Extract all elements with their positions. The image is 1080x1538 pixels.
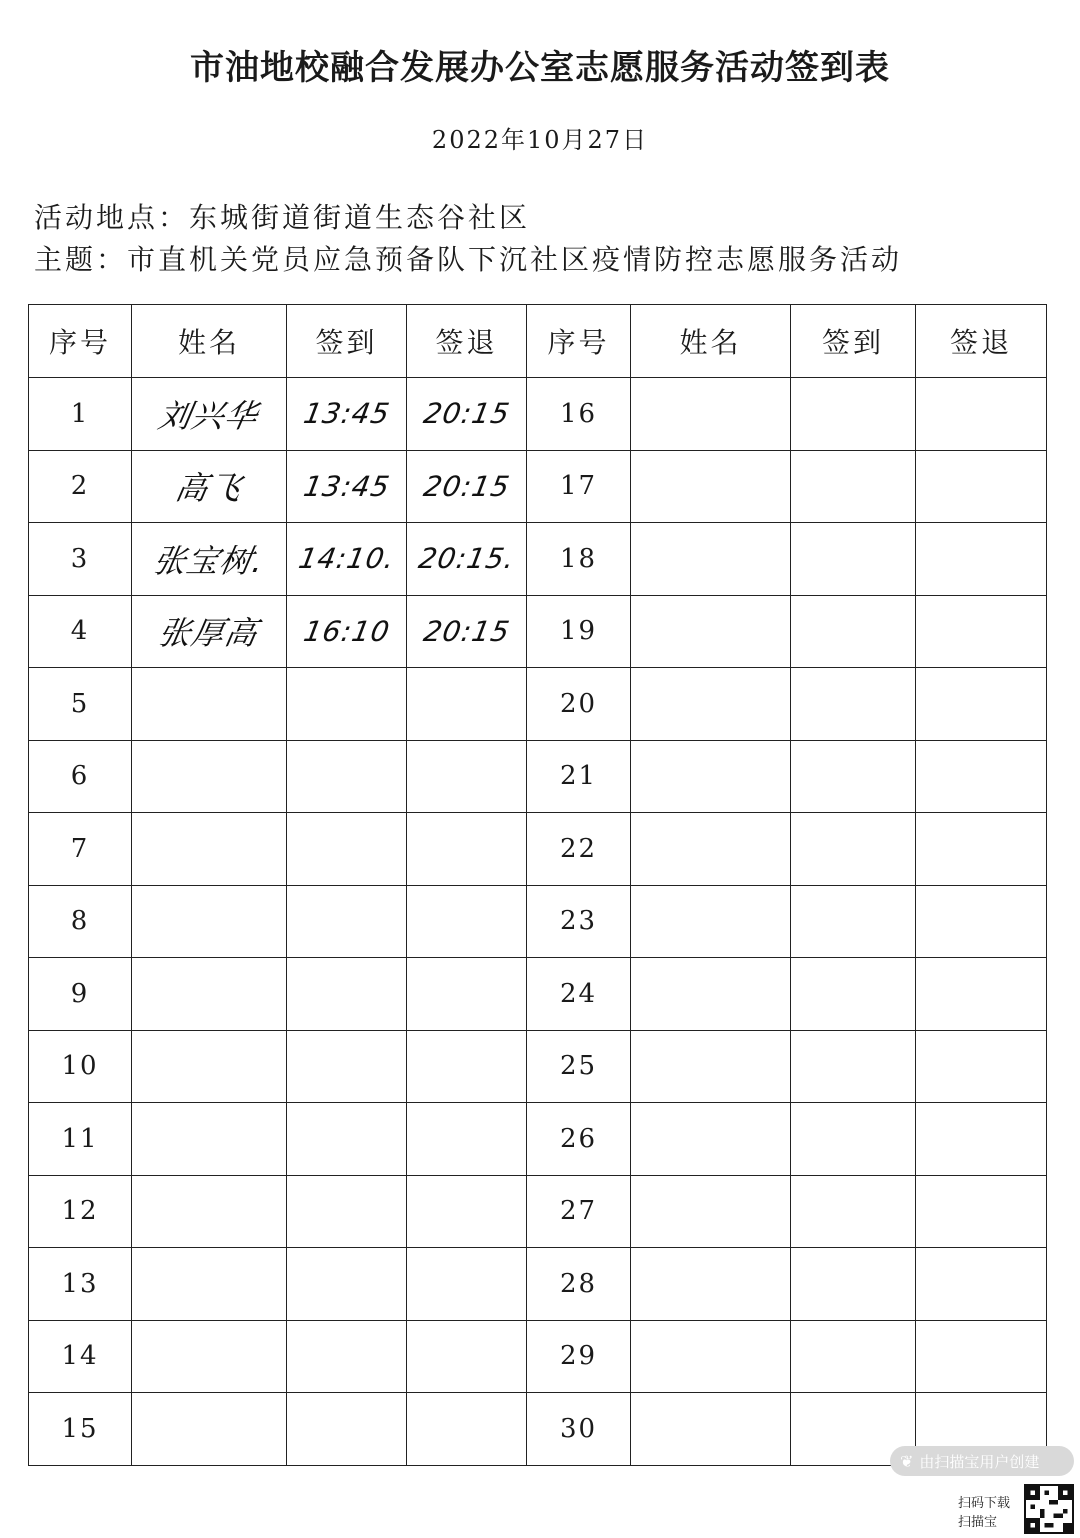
signout-cell-right [916,1175,1047,1248]
name-cell-left [132,1103,287,1176]
signout-cell-left [407,958,527,1031]
watermark-text: 由扫描宝用户创建 [919,1452,1040,1471]
table-row [29,595,1047,668]
signin-cell-left [287,1175,407,1248]
row-number-right: 28 [527,1248,631,1321]
name-cell-right [631,885,791,958]
signin-cell-left [287,1393,407,1466]
row-number-right: 22 [527,813,631,886]
name-cell-right [631,1248,791,1321]
table-row [29,1320,1047,1393]
signin-cell-right [791,1248,916,1321]
name-cell-left [132,885,287,958]
signin-cell-left [287,813,407,886]
signin-cell-right [791,885,916,958]
name-cell-left [132,450,287,523]
name-cell-left [132,1175,287,1248]
signout-cell-left [407,595,527,668]
signout-cell-right [916,450,1047,523]
signin-cell-left [287,378,407,451]
signout-cell-left [407,885,527,958]
name-cell-right [631,740,791,813]
signout-cell-left [407,1248,527,1321]
signin-cell-left [287,595,407,668]
signout-cell-right [916,668,1047,741]
signin-cell-right [791,378,916,451]
location-label: 活动地点： [34,201,190,234]
signin-cell-right [791,1030,916,1103]
watermark-badge [890,1446,1074,1476]
signout-cell-right [916,595,1047,668]
row-number-right: 20 [527,668,631,741]
name-cell-left-text: 张宝树. [150,541,268,580]
signout-cell-right [916,885,1047,958]
name-cell-right [631,523,791,596]
signout-cell-left [407,668,527,741]
name-cell-left [132,378,287,451]
name-cell-right [631,1030,791,1103]
name-cell-left [132,740,287,813]
header-signout-right: 签退 [916,305,1047,378]
signin-cell-right [791,1175,916,1248]
table-row [29,378,1047,451]
signout-cell-left [407,1393,527,1466]
name-cell-right [631,958,791,1031]
row-number-left: 3 [29,523,132,596]
qr-caption-line2: 扫描宝 [958,1515,998,1530]
signout-cell-left [407,523,527,596]
signin-cell-right [791,1103,916,1176]
row-number-left: 8 [29,885,132,958]
qr-caption [958,1494,1010,1532]
name-cell-left [132,668,287,741]
name-cell-right [631,1393,791,1466]
row-number-right: 24 [527,958,631,1031]
row-number-left: 11 [29,1103,132,1176]
row-number-left: 15 [29,1393,132,1466]
row-number-right: 25 [527,1030,631,1103]
row-number-left: 6 [29,740,132,813]
name-cell-left-text: 张厚高 [155,614,262,653]
header-no-left: 序号 [29,305,132,378]
signin-cell-right [791,813,916,886]
signin-cell-left [287,1103,407,1176]
header-signout-left: 签退 [407,305,527,378]
signout-cell-right [916,958,1047,1031]
signin-cell-right [791,523,916,596]
signin-cell-left-text: 16:10 [300,614,393,648]
signout-cell-right [916,1248,1047,1321]
signin-cell-left [287,740,407,813]
header-signin-left: 签到 [287,305,407,378]
row-number-right: 19 [527,595,631,668]
name-cell-left [132,523,287,596]
topic-line [34,238,902,278]
row-number-left: 12 [29,1175,132,1248]
header-name-right: 姓名 [631,305,791,378]
signout-cell-left [407,450,527,523]
location-line [34,196,530,236]
header-signin-right: 签到 [791,305,916,378]
table-row [29,523,1047,596]
table-row [29,813,1047,886]
signin-cell-left [287,668,407,741]
name-cell-right [631,1320,791,1393]
signin-cell-right [791,740,916,813]
table-row [29,450,1047,523]
name-cell-left [132,813,287,886]
signout-cell-right [916,378,1047,451]
signout-cell-left [407,378,527,451]
row-number-left: 4 [29,595,132,668]
signin-cell-left [287,1248,407,1321]
topic-label: 主题： [34,243,128,276]
row-number-right: 16 [527,378,631,451]
name-cell-left [132,958,287,1031]
signin-cell-left-text: 13:45 [300,469,393,503]
row-number-left: 9 [29,958,132,1031]
signin-cell-right [791,595,916,668]
table-row [29,668,1047,741]
signin-cell-left [287,958,407,1031]
signin-cell-right [791,958,916,1031]
butterfly-icon: ❦ [900,1451,914,1471]
row-number-right: 17 [527,450,631,523]
signout-cell-right [916,1030,1047,1103]
row-number-right: 26 [527,1103,631,1176]
row-number-right: 30 [527,1393,631,1466]
name-cell-left [132,1320,287,1393]
qr-caption-line1: 扫码下载 [958,1496,1011,1511]
name-cell-left [132,1248,287,1321]
signin-cell-left [287,885,407,958]
signout-cell-left [407,813,527,886]
name-cell-left-text: 高飞 [172,469,245,508]
signout-cell-left [407,740,527,813]
signin-cell-left [287,450,407,523]
row-number-left: 14 [29,1320,132,1393]
name-cell-right [631,813,791,886]
table-row [29,1103,1047,1176]
qr-code-icon[interactable] [1024,1484,1074,1534]
signout-cell-left [407,1030,527,1103]
table-row [29,885,1047,958]
topic-value: 市直机关党员应急预备队下沉社区疫情防控志愿服务活动 [127,243,903,276]
row-number-right: 23 [527,885,631,958]
row-number-left: 5 [29,668,132,741]
signin-cell-left [287,1030,407,1103]
signout-cell-right [916,740,1047,813]
signin-table [28,304,1047,1466]
table-row [29,740,1047,813]
name-cell-right [631,1175,791,1248]
signin-cell-right [791,1320,916,1393]
row-number-left: 10 [29,1030,132,1103]
signout-cell-left-text: 20:15 [420,397,513,431]
table-row [29,1175,1047,1248]
name-cell-left [132,1393,287,1466]
header-name-left: 姓名 [132,305,287,378]
row-number-left: 7 [29,813,132,886]
signin-cell-left-text: 14:10. [295,542,398,576]
signout-cell-right [916,1103,1047,1176]
row-number-right: 21 [527,740,631,813]
signout-cell-left [407,1175,527,1248]
table-row [29,1248,1047,1321]
row-number-left: 1 [29,378,132,451]
name-cell-right [631,668,791,741]
name-cell-right [631,595,791,668]
signout-cell-right [916,523,1047,596]
row-number-left: 2 [29,450,132,523]
signout-cell-left-text: 20:15 [420,614,513,648]
row-number-right: 29 [527,1320,631,1393]
row-number-right: 27 [527,1175,631,1248]
name-cell-left-text: 刘兴华 [155,396,262,435]
signout-cell-left-text: 20:15 [420,469,513,503]
header-no-right: 序号 [527,305,631,378]
table-row [29,958,1047,1031]
signin-cell-right [791,450,916,523]
row-number-left: 13 [29,1248,132,1321]
table-header-row [29,305,1047,378]
name-cell-right [631,1103,791,1176]
name-cell-left [132,595,287,668]
name-cell-right [631,450,791,523]
signin-cell-right [791,668,916,741]
name-cell-right [631,378,791,451]
signout-cell-left [407,1320,527,1393]
row-number-right: 18 [527,523,631,596]
signout-cell-left [407,1103,527,1176]
document-date: 2022年10月27日 [431,126,649,154]
document-title: 市油地校融合发展办公室志愿服务活动签到表 [190,48,890,88]
signout-cell-left-text: 20:15. [415,542,518,576]
signin-cell-left-text: 13:45 [300,397,393,431]
signin-cell-left [287,1320,407,1393]
signin-cell-left [287,523,407,596]
table-row [29,1030,1047,1103]
signout-cell-right [916,1320,1047,1393]
signout-cell-right [916,813,1047,886]
name-cell-left [132,1030,287,1103]
location-value: 东城街道街道生态谷社区 [189,201,531,234]
